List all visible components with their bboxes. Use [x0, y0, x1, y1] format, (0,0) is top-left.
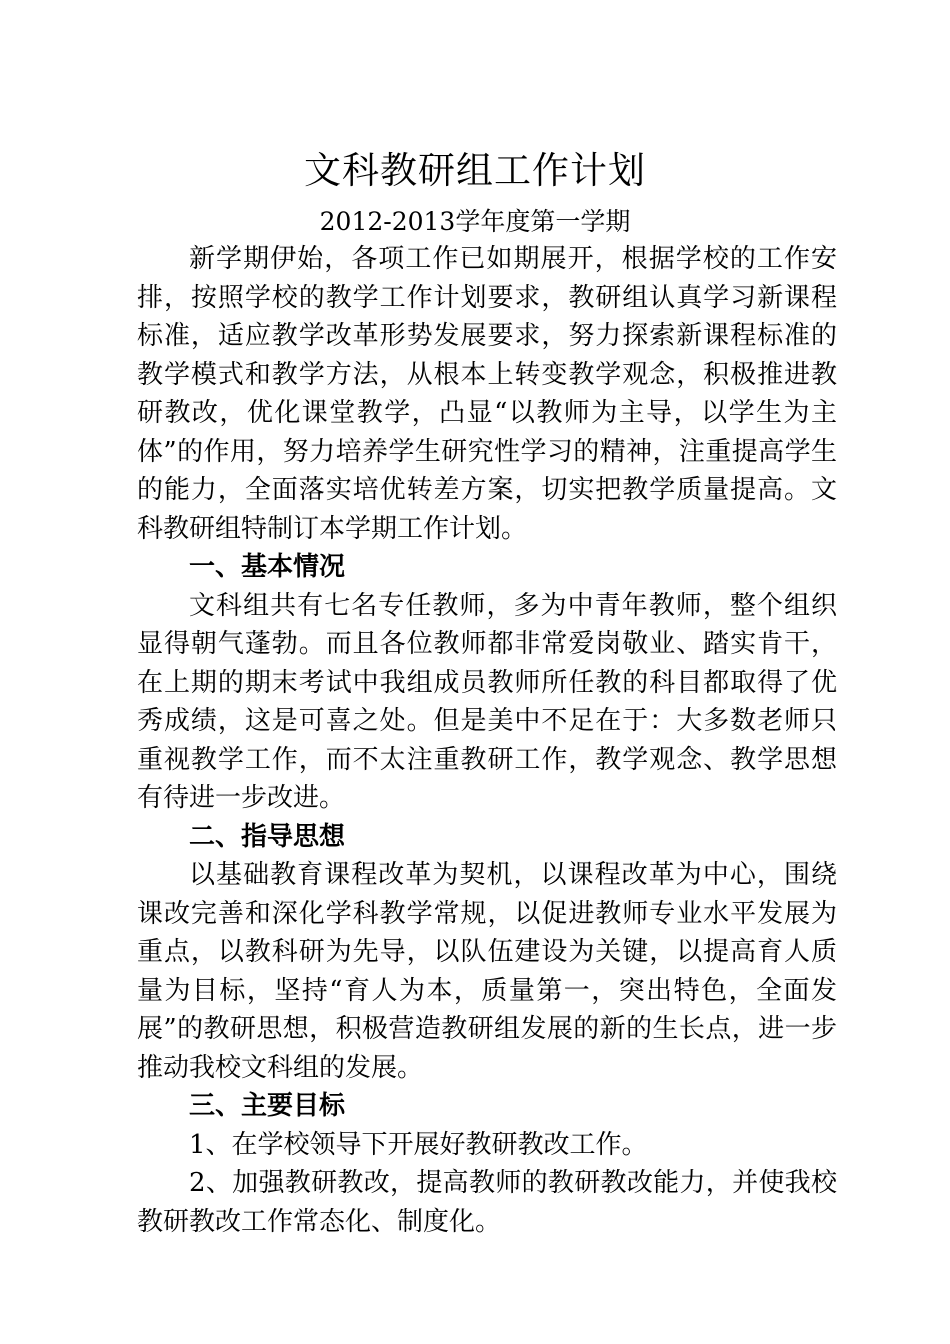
document-body [137, 240, 837, 1241]
document-title: 文科教研组工作计划 [304, 149, 646, 192]
section-heading-main-goals: 三、主要目标 [189, 1091, 346, 1121]
intro-paragraph: 新学期伊始，各项工作已如期展开，根据学校的工作安排，按照学校的教学工作计划要求，教研组认真学习新课程标准，适应教学改革形势发展要求，努力探索新课程标准的教学模式和教学方法，从根本上转变教学观念，积极推进教研教改，优化课堂教学，凸显“以教师为主导，以学生为主体”的作用，努力培养学生研究性学习的精神，注重提高学生的能力，全面落实培优转差方案，切实把教学质量提高。文科教研组特制订本学期工作计划。 [137, 244, 837, 544]
guiding-ideology-paragraph: 以基础教育课程改革为契机，以课程改革为中心，围绕课改完善和深化学科教学常规，以促进教师专业水平发展为重点，以教科研为先导，以队伍建设为关键，以提高育人质量为目标，坚持“育人为本，质量第一，突出特色，全面发展”的教研思想，积极营造教研组发展的新的生长点，进一步推动我校文科组的发展。 [137, 860, 837, 1083]
section-heading-guiding-ideology: 二、指导思想 [189, 821, 346, 852]
section-heading-basic-situation: 一、基本情况 [189, 552, 346, 582]
goal-item-1: 1、在学校领导下开展好教研教改工作。 [189, 1129, 648, 1160]
document-subtitle: 2012-2013学年度第一学期 [319, 207, 631, 236]
goal-item-2: 2、加强教研教改，提高教师的教研教改能力，并使我校教研教改工作常态化、制度化。 [137, 1168, 837, 1237]
basic-situation-paragraph: 文科组共有七名专任教师，多为中青年教师，整个组织显得朝气蓬勃。而且各位教师都非常爱岗敬业、踏实肯干，在上期的期末考试中我组成员教师所任教的科目都取得了优秀成绩，这是可喜之处。但是美中不足在于：大多数老师只重视教学工作，而不太注重教研工作，教学观念、教学思想有待进一步改进。 [137, 590, 837, 813]
